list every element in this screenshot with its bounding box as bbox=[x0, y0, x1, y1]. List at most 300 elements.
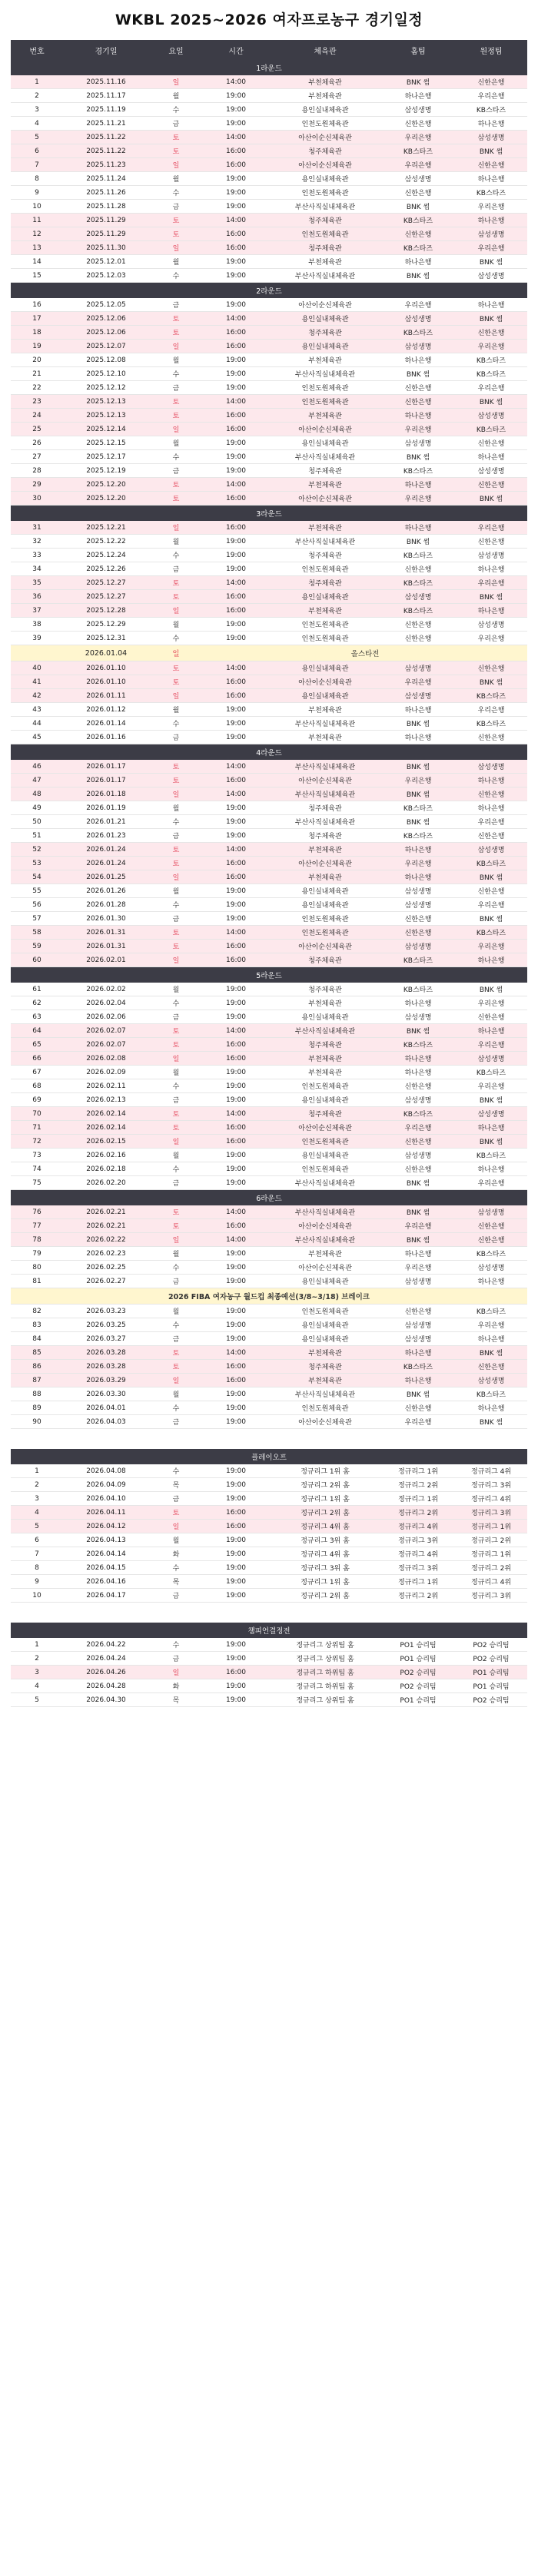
cell-home-team: 신한은행 bbox=[381, 186, 455, 200]
cell-away-team: 하나은행 bbox=[455, 604, 527, 618]
cell-venue: 용인실내체육관 bbox=[269, 590, 381, 604]
cell-date: 2026.04.09 bbox=[63, 1478, 149, 1492]
cell-venue: 정규리그 1위 홈 bbox=[269, 1492, 381, 1506]
cell-number: 52 bbox=[11, 843, 63, 857]
game-row bbox=[11, 1666, 527, 1679]
cell-time: 16:00 bbox=[203, 492, 269, 506]
cell-day: 수 bbox=[149, 1638, 203, 1652]
cell-number: 7 bbox=[11, 1547, 63, 1561]
cell-day: 금 bbox=[149, 1652, 203, 1666]
event-label: 올스타전 bbox=[203, 645, 527, 661]
cell-venue: 인천도원체육관 bbox=[269, 926, 381, 940]
cell-date: 2026.03.23 bbox=[63, 1305, 149, 1318]
cell-away-team: BNK 썸 bbox=[455, 983, 527, 996]
cell-day: 토 bbox=[149, 1205, 203, 1219]
game-row bbox=[11, 1547, 527, 1561]
cell-home-team: PO2 승리팀 bbox=[381, 1666, 455, 1679]
cell-away-team: 하나은행 bbox=[455, 562, 527, 576]
cell-away-team: KB스타즈 bbox=[455, 367, 527, 381]
cell-venue: 아산이순신체육관 bbox=[269, 675, 381, 689]
cell-number: 3 bbox=[11, 1666, 63, 1679]
cell-day: 금 bbox=[149, 1492, 203, 1506]
cell-home-team: 삼성생명 bbox=[381, 172, 455, 186]
cell-venue: 용인실내체육관 bbox=[269, 689, 381, 703]
cell-home-team: 정규리그 3위 bbox=[381, 1561, 455, 1575]
cell-home-team: BNK 썸 bbox=[381, 1205, 455, 1219]
game-row bbox=[11, 131, 527, 144]
game-row bbox=[11, 521, 527, 535]
cell-away-team: 하나은행 bbox=[455, 801, 527, 815]
cell-venue: 용인실내체육관 bbox=[269, 1093, 381, 1107]
game-row bbox=[11, 576, 527, 590]
cell-day: 토 bbox=[149, 1121, 203, 1135]
game-row bbox=[11, 1415, 527, 1429]
cell-away-team: 정규리그 2위 bbox=[455, 1533, 527, 1547]
cell-venue: 아산이순신체육관 bbox=[269, 131, 381, 144]
cell-number: 82 bbox=[11, 1305, 63, 1318]
cell-time: 19:00 bbox=[203, 1652, 269, 1666]
cell-date: 2025.12.06 bbox=[63, 312, 149, 326]
round-header bbox=[11, 744, 527, 761]
cell-away-team: 하나은행 bbox=[455, 953, 527, 967]
cell-venue: 인천도원체육관 bbox=[269, 186, 381, 200]
cell-day: 금 bbox=[149, 731, 203, 744]
cell-time: 19:00 bbox=[203, 549, 269, 562]
cell-number: 48 bbox=[11, 787, 63, 801]
round-header bbox=[11, 1449, 527, 1464]
cell-date: 2026.02.27 bbox=[63, 1275, 149, 1288]
cell-venue: 청주체육관 bbox=[269, 144, 381, 158]
cell-date: 2025.12.20 bbox=[63, 478, 149, 492]
cell-time: 19:00 bbox=[203, 464, 269, 478]
game-row bbox=[11, 1247, 527, 1261]
cell-home-team: KB스타즈 bbox=[381, 983, 455, 996]
cell-number: 33 bbox=[11, 549, 63, 562]
cell-date: 2025.12.22 bbox=[63, 535, 149, 549]
cell-time: 16:00 bbox=[203, 423, 269, 436]
cell-away-team: BNK 썸 bbox=[455, 1415, 527, 1429]
cell-away-team: BNK 썸 bbox=[455, 1346, 527, 1360]
cell-day: 수 bbox=[149, 815, 203, 829]
cell-number: 57 bbox=[11, 912, 63, 926]
cell-date: 2026.02.21 bbox=[63, 1219, 149, 1233]
cell-date: 2026.02.22 bbox=[63, 1233, 149, 1247]
game-row bbox=[11, 1652, 527, 1666]
game-row bbox=[11, 1052, 527, 1066]
cell-day: 일 bbox=[149, 1520, 203, 1533]
cell-away-team: KB스타즈 bbox=[455, 1305, 527, 1318]
cell-date: 2025.12.29 bbox=[63, 618, 149, 632]
game-row bbox=[11, 340, 527, 353]
game-row bbox=[11, 227, 527, 241]
game-row bbox=[11, 186, 527, 200]
cell-date: 2026.02.08 bbox=[63, 1052, 149, 1066]
cell-home-team: 신한은행 bbox=[381, 117, 455, 131]
cell-number: 10 bbox=[11, 200, 63, 214]
cell-away-team: BNK 썸 bbox=[455, 144, 527, 158]
cell-date: 2026.02.21 bbox=[63, 1205, 149, 1219]
cell-date: 2026.02.07 bbox=[63, 1024, 149, 1038]
cell-away-team: 삼성생명 bbox=[455, 409, 527, 423]
cell-day: 일 bbox=[149, 423, 203, 436]
cell-date: 2026.01.23 bbox=[63, 829, 149, 843]
cell-date: 2026.02.02 bbox=[63, 983, 149, 996]
cell-number: 5 bbox=[11, 1693, 63, 1707]
cell-away-team: PO2 승리팀 bbox=[455, 1693, 527, 1707]
cell-date: 2026.02.04 bbox=[63, 996, 149, 1010]
cell-time: 19:00 bbox=[203, 269, 269, 283]
round-header bbox=[11, 967, 527, 983]
cell-home-team: PO1 승리팀 bbox=[381, 1693, 455, 1707]
cell-day: 금 bbox=[149, 1010, 203, 1024]
cell-away-team: 하나은행 bbox=[455, 1121, 527, 1135]
cell-home-team: PO2 승리팀 bbox=[381, 1679, 455, 1693]
cell-venue: 아산이순신체육관 bbox=[269, 1261, 381, 1275]
cell-date: 2026.04.26 bbox=[63, 1666, 149, 1679]
cell-number: 77 bbox=[11, 1219, 63, 1233]
cell-date: 2025.12.17 bbox=[63, 450, 149, 464]
cell-venue: 청주체육관 bbox=[269, 1038, 381, 1052]
cell-day: 화 bbox=[149, 1547, 203, 1561]
cell-number: 7 bbox=[11, 158, 63, 172]
cell-date: 2026.01.11 bbox=[63, 689, 149, 703]
cell-date: 2026.01.18 bbox=[63, 787, 149, 801]
break-banner bbox=[11, 1288, 527, 1305]
cell-venue: 부산사직실내체육관 bbox=[269, 450, 381, 464]
cell-venue: 정규리그 하위팀 홈 bbox=[269, 1666, 381, 1679]
cell-number: 42 bbox=[11, 689, 63, 703]
round-label: 1라운드 bbox=[11, 60, 527, 75]
game-row bbox=[11, 436, 527, 450]
cell-home-team: 신한은행 bbox=[381, 1135, 455, 1149]
game-row bbox=[11, 423, 527, 436]
cell-day: 토 bbox=[149, 312, 203, 326]
game-row bbox=[11, 870, 527, 884]
cell-time: 19:00 bbox=[203, 1247, 269, 1261]
cell-home-team: 삼성생명 bbox=[381, 1149, 455, 1162]
cell-time: 19:00 bbox=[203, 1401, 269, 1415]
cell-away-team: 삼성생명 bbox=[455, 131, 527, 144]
cell-home-team: 우리은행 bbox=[381, 158, 455, 172]
game-row bbox=[11, 1679, 527, 1693]
cell-time: 14:00 bbox=[203, 312, 269, 326]
cell-day: 월 bbox=[149, 801, 203, 815]
cell-date: 2026.01.21 bbox=[63, 815, 149, 829]
cell-time: 19:00 bbox=[203, 1275, 269, 1288]
cell-home-team: 우리은행 bbox=[381, 675, 455, 689]
game-row bbox=[11, 478, 527, 492]
cell-away-team: 우리은행 bbox=[455, 815, 527, 829]
cell-home-team: 우리은행 bbox=[381, 1121, 455, 1135]
cell-time: 16:00 bbox=[203, 870, 269, 884]
cell-number: 81 bbox=[11, 1275, 63, 1288]
cell-away-team: BNK 썸 bbox=[455, 312, 527, 326]
cell-day: 토 bbox=[149, 843, 203, 857]
cell-venue: 용인실내체육관 bbox=[269, 898, 381, 912]
cell-venue: 용인실내체육관 bbox=[269, 103, 381, 117]
cell-day: 일 bbox=[149, 1052, 203, 1066]
cell-home-team: KB스타즈 bbox=[381, 241, 455, 255]
cell-day: 토 bbox=[149, 144, 203, 158]
cell-date: 2025.11.16 bbox=[63, 75, 149, 89]
cell-number: 31 bbox=[11, 521, 63, 535]
round-label: 5라운드 bbox=[11, 967, 527, 983]
cell-day: 금 bbox=[149, 1275, 203, 1288]
cell-day: 일 bbox=[149, 1135, 203, 1149]
cell-number: 89 bbox=[11, 1401, 63, 1415]
cell-number: 37 bbox=[11, 604, 63, 618]
game-row bbox=[11, 760, 527, 774]
cell-day: 수 bbox=[149, 450, 203, 464]
cell-number: 9 bbox=[11, 186, 63, 200]
cell-date: 2025.12.21 bbox=[63, 521, 149, 535]
cell-time: 14:00 bbox=[203, 1107, 269, 1121]
cell-home-team: BNK 썸 bbox=[381, 75, 455, 89]
cell-day: 금 bbox=[149, 381, 203, 395]
cell-date: 2026.04.24 bbox=[63, 1652, 149, 1666]
cell-venue: 정규리그 1위 홈 bbox=[269, 1464, 381, 1478]
cell-date: 2026.04.16 bbox=[63, 1575, 149, 1589]
game-row bbox=[11, 1506, 527, 1520]
cell-home-team: KB스타즈 bbox=[381, 326, 455, 340]
cell-time: 19:00 bbox=[203, 1149, 269, 1162]
cell-away-team: 정규리그 1위 bbox=[455, 1520, 527, 1533]
cell-away-team: 하나은행 bbox=[455, 774, 527, 787]
cell-venue: 청주체육관 bbox=[269, 1107, 381, 1121]
cell-number: 65 bbox=[11, 1038, 63, 1052]
cell-home-team: 우리은행 bbox=[381, 1219, 455, 1233]
cell-venue: 정규리그 상위팀 홈 bbox=[269, 1652, 381, 1666]
cell-venue: 정규리그 4위 홈 bbox=[269, 1547, 381, 1561]
cell-number: 78 bbox=[11, 1233, 63, 1247]
cell-venue: 부산사직실내체육관 bbox=[269, 1024, 381, 1038]
game-row bbox=[11, 353, 527, 367]
cell-home-team: 정규리그 1위 bbox=[381, 1464, 455, 1478]
cell-venue: 청주체육관 bbox=[269, 1360, 381, 1374]
cell-home-team: 삼성생명 bbox=[381, 590, 455, 604]
cell-venue: 부산사직실내체육관 bbox=[269, 1205, 381, 1219]
cell-time: 19:00 bbox=[203, 186, 269, 200]
cell-away-team: 신한은행 bbox=[455, 1219, 527, 1233]
game-row bbox=[11, 731, 527, 744]
cell-day: 수 bbox=[149, 1162, 203, 1176]
cell-away-team: BNK 썸 bbox=[455, 1135, 527, 1149]
cell-date: 2026.04.03 bbox=[63, 1415, 149, 1429]
game-row bbox=[11, 787, 527, 801]
cell-venue: 정규리그 하위팀 홈 bbox=[269, 1679, 381, 1693]
cell-away-team: 신한은행 bbox=[455, 158, 527, 172]
cell-home-team: 우리은행 bbox=[381, 492, 455, 506]
cell-day: 금 bbox=[149, 1332, 203, 1346]
cell-day: 토 bbox=[149, 1346, 203, 1360]
cell-time: 14:00 bbox=[203, 576, 269, 590]
cell-away-team: KB스타즈 bbox=[455, 1149, 527, 1162]
cell-date: 2026.04.10 bbox=[63, 1492, 149, 1506]
cell-home-team: PO1 승리팀 bbox=[381, 1652, 455, 1666]
game-row bbox=[11, 926, 527, 940]
cell-time: 16:00 bbox=[203, 953, 269, 967]
cell-date: 2026.04.22 bbox=[63, 1638, 149, 1652]
cell-away-team: 우리은행 bbox=[455, 632, 527, 645]
cell-away-team: 삼성생명 bbox=[455, 1107, 527, 1121]
cell-number: 5 bbox=[11, 1520, 63, 1533]
cell-day: 금 bbox=[149, 1176, 203, 1190]
cell-date: 2026.01.17 bbox=[63, 774, 149, 787]
cell-time: 16:00 bbox=[203, 1520, 269, 1533]
game-row bbox=[11, 535, 527, 549]
header-date: 경기일 bbox=[63, 40, 149, 60]
cell-time: 19:00 bbox=[203, 1079, 269, 1093]
cell-venue: 인천도원체육관 bbox=[269, 381, 381, 395]
cell-time: 16:00 bbox=[203, 675, 269, 689]
cell-time: 19:00 bbox=[203, 298, 269, 312]
cell-number: 44 bbox=[11, 717, 63, 731]
cell-away-team: 하나은행 bbox=[455, 1024, 527, 1038]
cell-away-team: 우리은행 bbox=[455, 576, 527, 590]
cell-venue: 정규리그 3위 홈 bbox=[269, 1561, 381, 1575]
game-row bbox=[11, 1149, 527, 1162]
cell-venue: 부천체육관 bbox=[269, 604, 381, 618]
cell-time: 16:00 bbox=[203, 1135, 269, 1149]
cell-away-team: KB스타즈 bbox=[455, 186, 527, 200]
cell-time: 19:00 bbox=[203, 353, 269, 367]
game-row bbox=[11, 618, 527, 632]
game-row bbox=[11, 89, 527, 103]
cell-date: 2026.02.25 bbox=[63, 1261, 149, 1275]
game-row bbox=[11, 1693, 527, 1707]
cell-day: 일 bbox=[149, 1374, 203, 1387]
cell-number: 10 bbox=[11, 1589, 63, 1603]
cell-venue: 인천도원체육관 bbox=[269, 618, 381, 632]
allstar-row bbox=[11, 645, 527, 661]
cell-number: 22 bbox=[11, 381, 63, 395]
cell-number: 1 bbox=[11, 1638, 63, 1652]
cell-date: 2025.12.15 bbox=[63, 436, 149, 450]
cell-date: 2026.02.14 bbox=[63, 1121, 149, 1135]
cell-day: 금 bbox=[149, 200, 203, 214]
round-header bbox=[11, 283, 527, 299]
cell-number: 6 bbox=[11, 144, 63, 158]
cell-day: 일 bbox=[149, 1233, 203, 1247]
cell-home-team: 우리은행 bbox=[381, 1261, 455, 1275]
cell-number: 4 bbox=[11, 1679, 63, 1693]
game-row bbox=[11, 1205, 527, 1219]
cell-day: 금 bbox=[149, 464, 203, 478]
cell-home-team: 신한은행 bbox=[381, 227, 455, 241]
cell-time: 19:00 bbox=[203, 1638, 269, 1652]
cell-day: 수 bbox=[149, 103, 203, 117]
cell-home-team: 하나은행 bbox=[381, 1052, 455, 1066]
cell-venue: 인천도원체육관 bbox=[269, 1401, 381, 1415]
cell-home-team: KB스타즈 bbox=[381, 1038, 455, 1052]
cell-day: 토 bbox=[149, 576, 203, 590]
game-row bbox=[11, 689, 527, 703]
round-header bbox=[11, 1190, 527, 1206]
cell-day: 토 bbox=[149, 1219, 203, 1233]
header-venue: 체육관 bbox=[269, 40, 381, 60]
cell-venue: 부천체육관 bbox=[269, 409, 381, 423]
cell-away-team: BNK 썸 bbox=[455, 1093, 527, 1107]
cell-time: 19:00 bbox=[203, 996, 269, 1010]
game-row bbox=[11, 1261, 527, 1275]
cell-away-team: 우리은행 bbox=[455, 1176, 527, 1190]
game-row bbox=[11, 492, 527, 506]
game-row bbox=[11, 940, 527, 953]
cell-venue: 청주체육관 bbox=[269, 214, 381, 227]
cell-number: 51 bbox=[11, 829, 63, 843]
cell-number: 18 bbox=[11, 326, 63, 340]
cell-day: 일 bbox=[149, 158, 203, 172]
cell-home-team: 신한은행 bbox=[381, 395, 455, 409]
cell-time: 16:00 bbox=[203, 241, 269, 255]
cell-venue: 청주체육관 bbox=[269, 576, 381, 590]
cell-date: 2026.02.09 bbox=[63, 1066, 149, 1079]
cell-venue: 아산이순신체육관 bbox=[269, 492, 381, 506]
cell-date: 2026.01.12 bbox=[63, 703, 149, 717]
cell-away-team: 신한은행 bbox=[455, 1360, 527, 1374]
cell-venue: 인천도원체육관 bbox=[269, 117, 381, 131]
cell-away-team: KB스타즈 bbox=[455, 1066, 527, 1079]
cell-away-team: 신한은행 bbox=[455, 884, 527, 898]
game-row bbox=[11, 450, 527, 464]
cell-venue: 부천체육관 bbox=[269, 731, 381, 744]
cell-number: 88 bbox=[11, 1387, 63, 1401]
cell-away-team: 하나은행 bbox=[455, 298, 527, 312]
game-row bbox=[11, 395, 527, 409]
cell-home-team: 삼성생명 bbox=[381, 689, 455, 703]
cell-number: 38 bbox=[11, 618, 63, 632]
cell-date: 2025.11.21 bbox=[63, 117, 149, 131]
cell-home-team: KB스타즈 bbox=[381, 576, 455, 590]
cell-away-team: 신한은행 bbox=[455, 478, 527, 492]
cell-number: 66 bbox=[11, 1052, 63, 1066]
cell-away-team: KB스타즈 bbox=[455, 103, 527, 117]
game-row bbox=[11, 801, 527, 815]
cell-home-team: KB스타즈 bbox=[381, 1107, 455, 1121]
cell-time: 19:00 bbox=[203, 1478, 269, 1492]
cell-venue: 아산이순신체육관 bbox=[269, 857, 381, 870]
cell-number: 84 bbox=[11, 1332, 63, 1346]
cell-date: 2026.04.12 bbox=[63, 1520, 149, 1533]
cell-time: 19:00 bbox=[203, 1693, 269, 1707]
cell-number: 20 bbox=[11, 353, 63, 367]
cell-number: 3 bbox=[11, 103, 63, 117]
cell-away-team: 정규리그 2위 bbox=[455, 1561, 527, 1575]
cell-time: 19:00 bbox=[203, 1575, 269, 1589]
cell-day: 수 bbox=[149, 1401, 203, 1415]
cell-home-team: KB스타즈 bbox=[381, 549, 455, 562]
game-row bbox=[11, 675, 527, 689]
cell-day: 토 bbox=[149, 1038, 203, 1052]
game-row bbox=[11, 661, 527, 675]
cell-number: 27 bbox=[11, 450, 63, 464]
game-row bbox=[11, 1346, 527, 1360]
cell-home-team: 삼성생명 bbox=[381, 340, 455, 353]
cell-time: 16:00 bbox=[203, 227, 269, 241]
cell-day: 토 bbox=[149, 940, 203, 953]
cell-venue: 부산사직실내체육관 bbox=[269, 367, 381, 381]
cell-away-team: 삼성생명 bbox=[455, 1261, 527, 1275]
cell-venue: 부천체육관 bbox=[269, 521, 381, 535]
game-row bbox=[11, 1360, 527, 1374]
cell-date: 2026.02.07 bbox=[63, 1038, 149, 1052]
game-row bbox=[11, 1478, 527, 1492]
game-row bbox=[11, 774, 527, 787]
cell-time: 14:00 bbox=[203, 395, 269, 409]
cell-number: 71 bbox=[11, 1121, 63, 1135]
round-label: 플레이오프 bbox=[11, 1449, 527, 1464]
cell-away-team: 신한은행 bbox=[455, 731, 527, 744]
